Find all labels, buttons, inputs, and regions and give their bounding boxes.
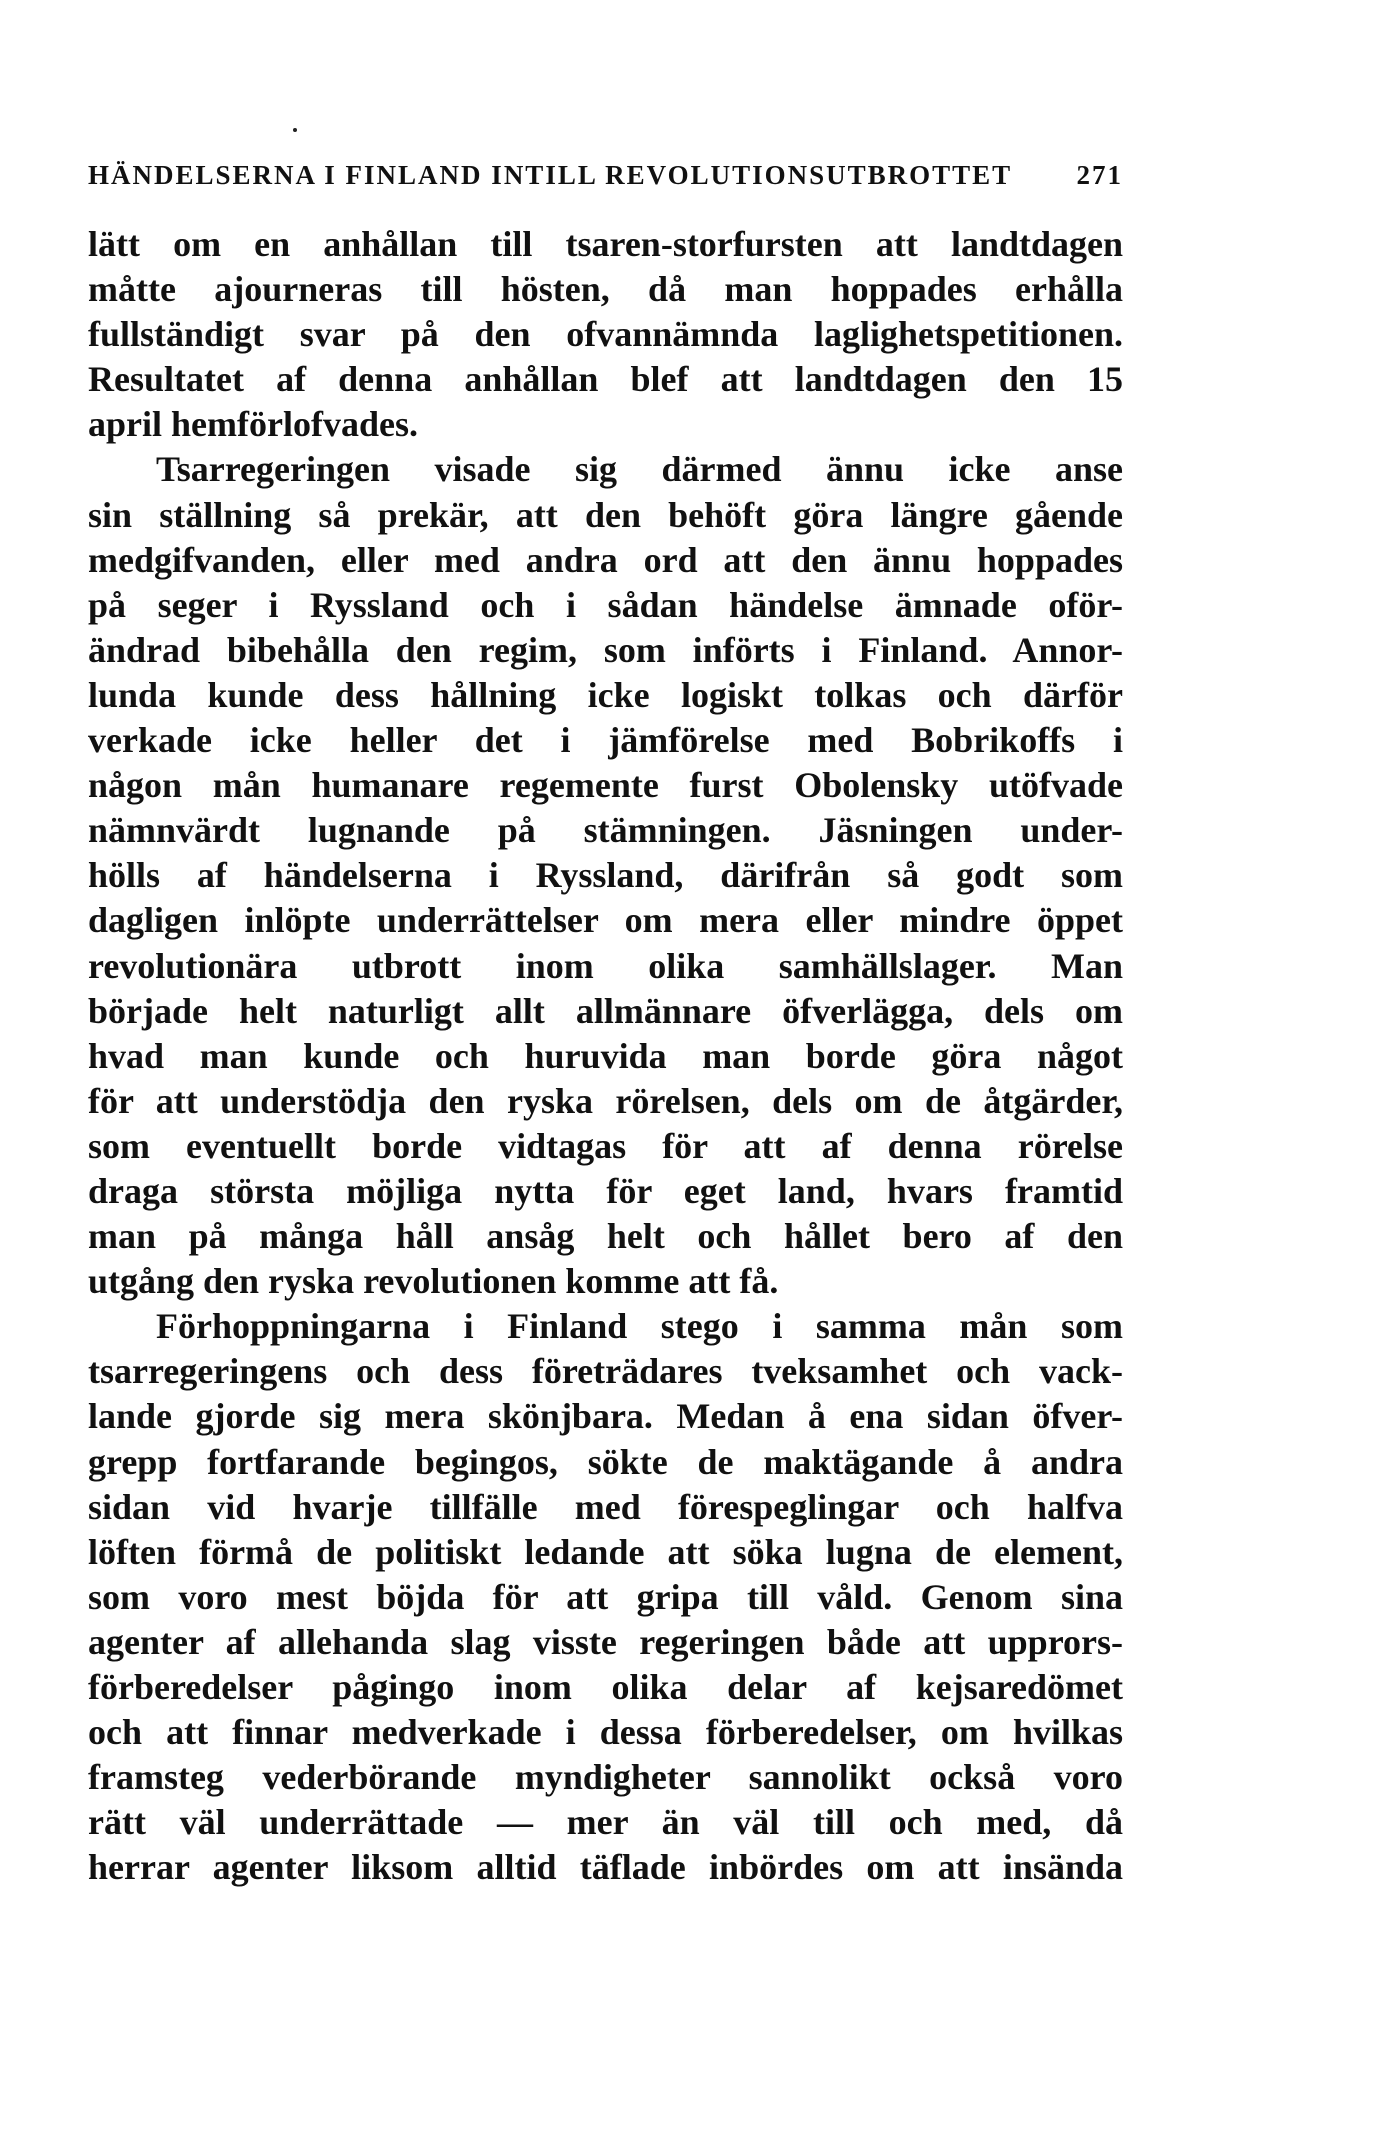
text-line: började helt naturligt allt allmännare öfverlägga, dels om bbox=[88, 990, 1123, 1031]
text-line: revolutionära utbrott inom olika samhällslager. Man bbox=[88, 945, 1123, 986]
text-line: fullständigt svar på den ofvannämnda laglighetspetitionen. bbox=[88, 314, 1123, 355]
text-line: ändrad bibehålla den regim, som införts i Finland. Annor- bbox=[88, 629, 1123, 670]
running-header bbox=[88, 160, 1123, 191]
text-line: utgång den ryska revolutionen komme att få. bbox=[88, 1261, 779, 1302]
text-line: dagligen inlöpte underrättelser om mera eller mindre öppet bbox=[88, 900, 1123, 941]
text-line: verkade icke heller det i jämförelse med Bobrikoffs i bbox=[88, 720, 1123, 761]
text-line: måtte ajourneras till hösten, då man hoppades erhålla bbox=[88, 269, 1123, 310]
text-line: agenter af allehanda slag visste regeringen både att upprors- bbox=[88, 1621, 1123, 1662]
text-line: Tsarregeringen visade sig därmed ännu icke anse bbox=[156, 449, 1123, 490]
text-line: lätt om en anhållan till tsaren-storfursten att landtdagen bbox=[88, 224, 1123, 264]
text-line: förberedelser pågingo inom olika delar af kejsaredömet bbox=[88, 1667, 1123, 1707]
page-number: 271 bbox=[1076, 160, 1123, 190]
text-line: hvad man kunde och huruvida man borde göra något bbox=[88, 1035, 1123, 1076]
text-line: lande gjorde sig mera skönjbara. Medan å ena sidan öfver- bbox=[88, 1396, 1123, 1437]
print-speck bbox=[293, 128, 297, 132]
text-line: sin ställning så prekär, att den behöft göra längre gående bbox=[88, 494, 1123, 535]
text-line: man på många håll ansåg helt och hållet bero af den bbox=[88, 1216, 1123, 1257]
text-line: som voro mest böjda för att gripa till våld. Genom sina bbox=[88, 1576, 1123, 1617]
text-line: hölls af händelserna i Ryssland, därifrån så godt som bbox=[88, 855, 1123, 896]
text-line: april hemförlofvades. bbox=[88, 404, 418, 445]
body-text bbox=[88, 222, 1123, 1890]
text-line: löften förmå de politiskt ledande att söka lugna de element, bbox=[88, 1531, 1123, 1572]
text-line: på seger i Ryssland och i sådan händelse ämnade oför- bbox=[88, 584, 1123, 625]
text-line: och att finnar medverkade i dessa förberedelser, om hvilkas bbox=[88, 1712, 1123, 1753]
text-line: Förhoppningarna i Finland stego i samma mån som bbox=[156, 1306, 1123, 1347]
text-line: herrar agenter liksom alltid täflade inbördes om att insända bbox=[88, 1847, 1123, 1888]
text-line: framsteg vederbörande myndigheter sannolikt också voro bbox=[88, 1757, 1123, 1798]
text-line: tsarregeringens och dess företrädares tveksamhet och vack- bbox=[88, 1351, 1123, 1392]
text-line: Resultatet af denna anhållan blef att landtdagen den 15 bbox=[88, 359, 1123, 400]
text-line: lunda kunde dess hållning icke logiskt tolkas och därför bbox=[88, 674, 1123, 715]
text-line: rätt väl underrättade — mer än väl till och med, då bbox=[88, 1802, 1123, 1843]
text-line: sidan vid hvarje tillfälle med förespeglingar och halfva bbox=[88, 1486, 1123, 1527]
text-line: för att understödja den ryska rörelsen, dels om de åtgärder, bbox=[88, 1080, 1123, 1121]
text-line: någon mån humanare regemente furst Obolensky utöfvade bbox=[88, 765, 1123, 806]
text-line: medgifvanden, eller med andra ord att den ännu hoppades bbox=[88, 539, 1123, 580]
text-line: nämnvärdt lugnande på stämningen. Jäsningen under- bbox=[88, 810, 1123, 851]
text-line: som eventuellt borde vidtagas för att af denna rörelse bbox=[88, 1125, 1123, 1166]
header-title: HÄNDELSERNA I FINLAND INTILL REVOLUTIONSUTBROTTET bbox=[88, 160, 1013, 190]
text-line: grepp fortfarande begingos, sökte de maktägande å andra bbox=[88, 1441, 1123, 1482]
text-line: draga största möjliga nytta för eget land, hvars framtid bbox=[88, 1170, 1123, 1211]
